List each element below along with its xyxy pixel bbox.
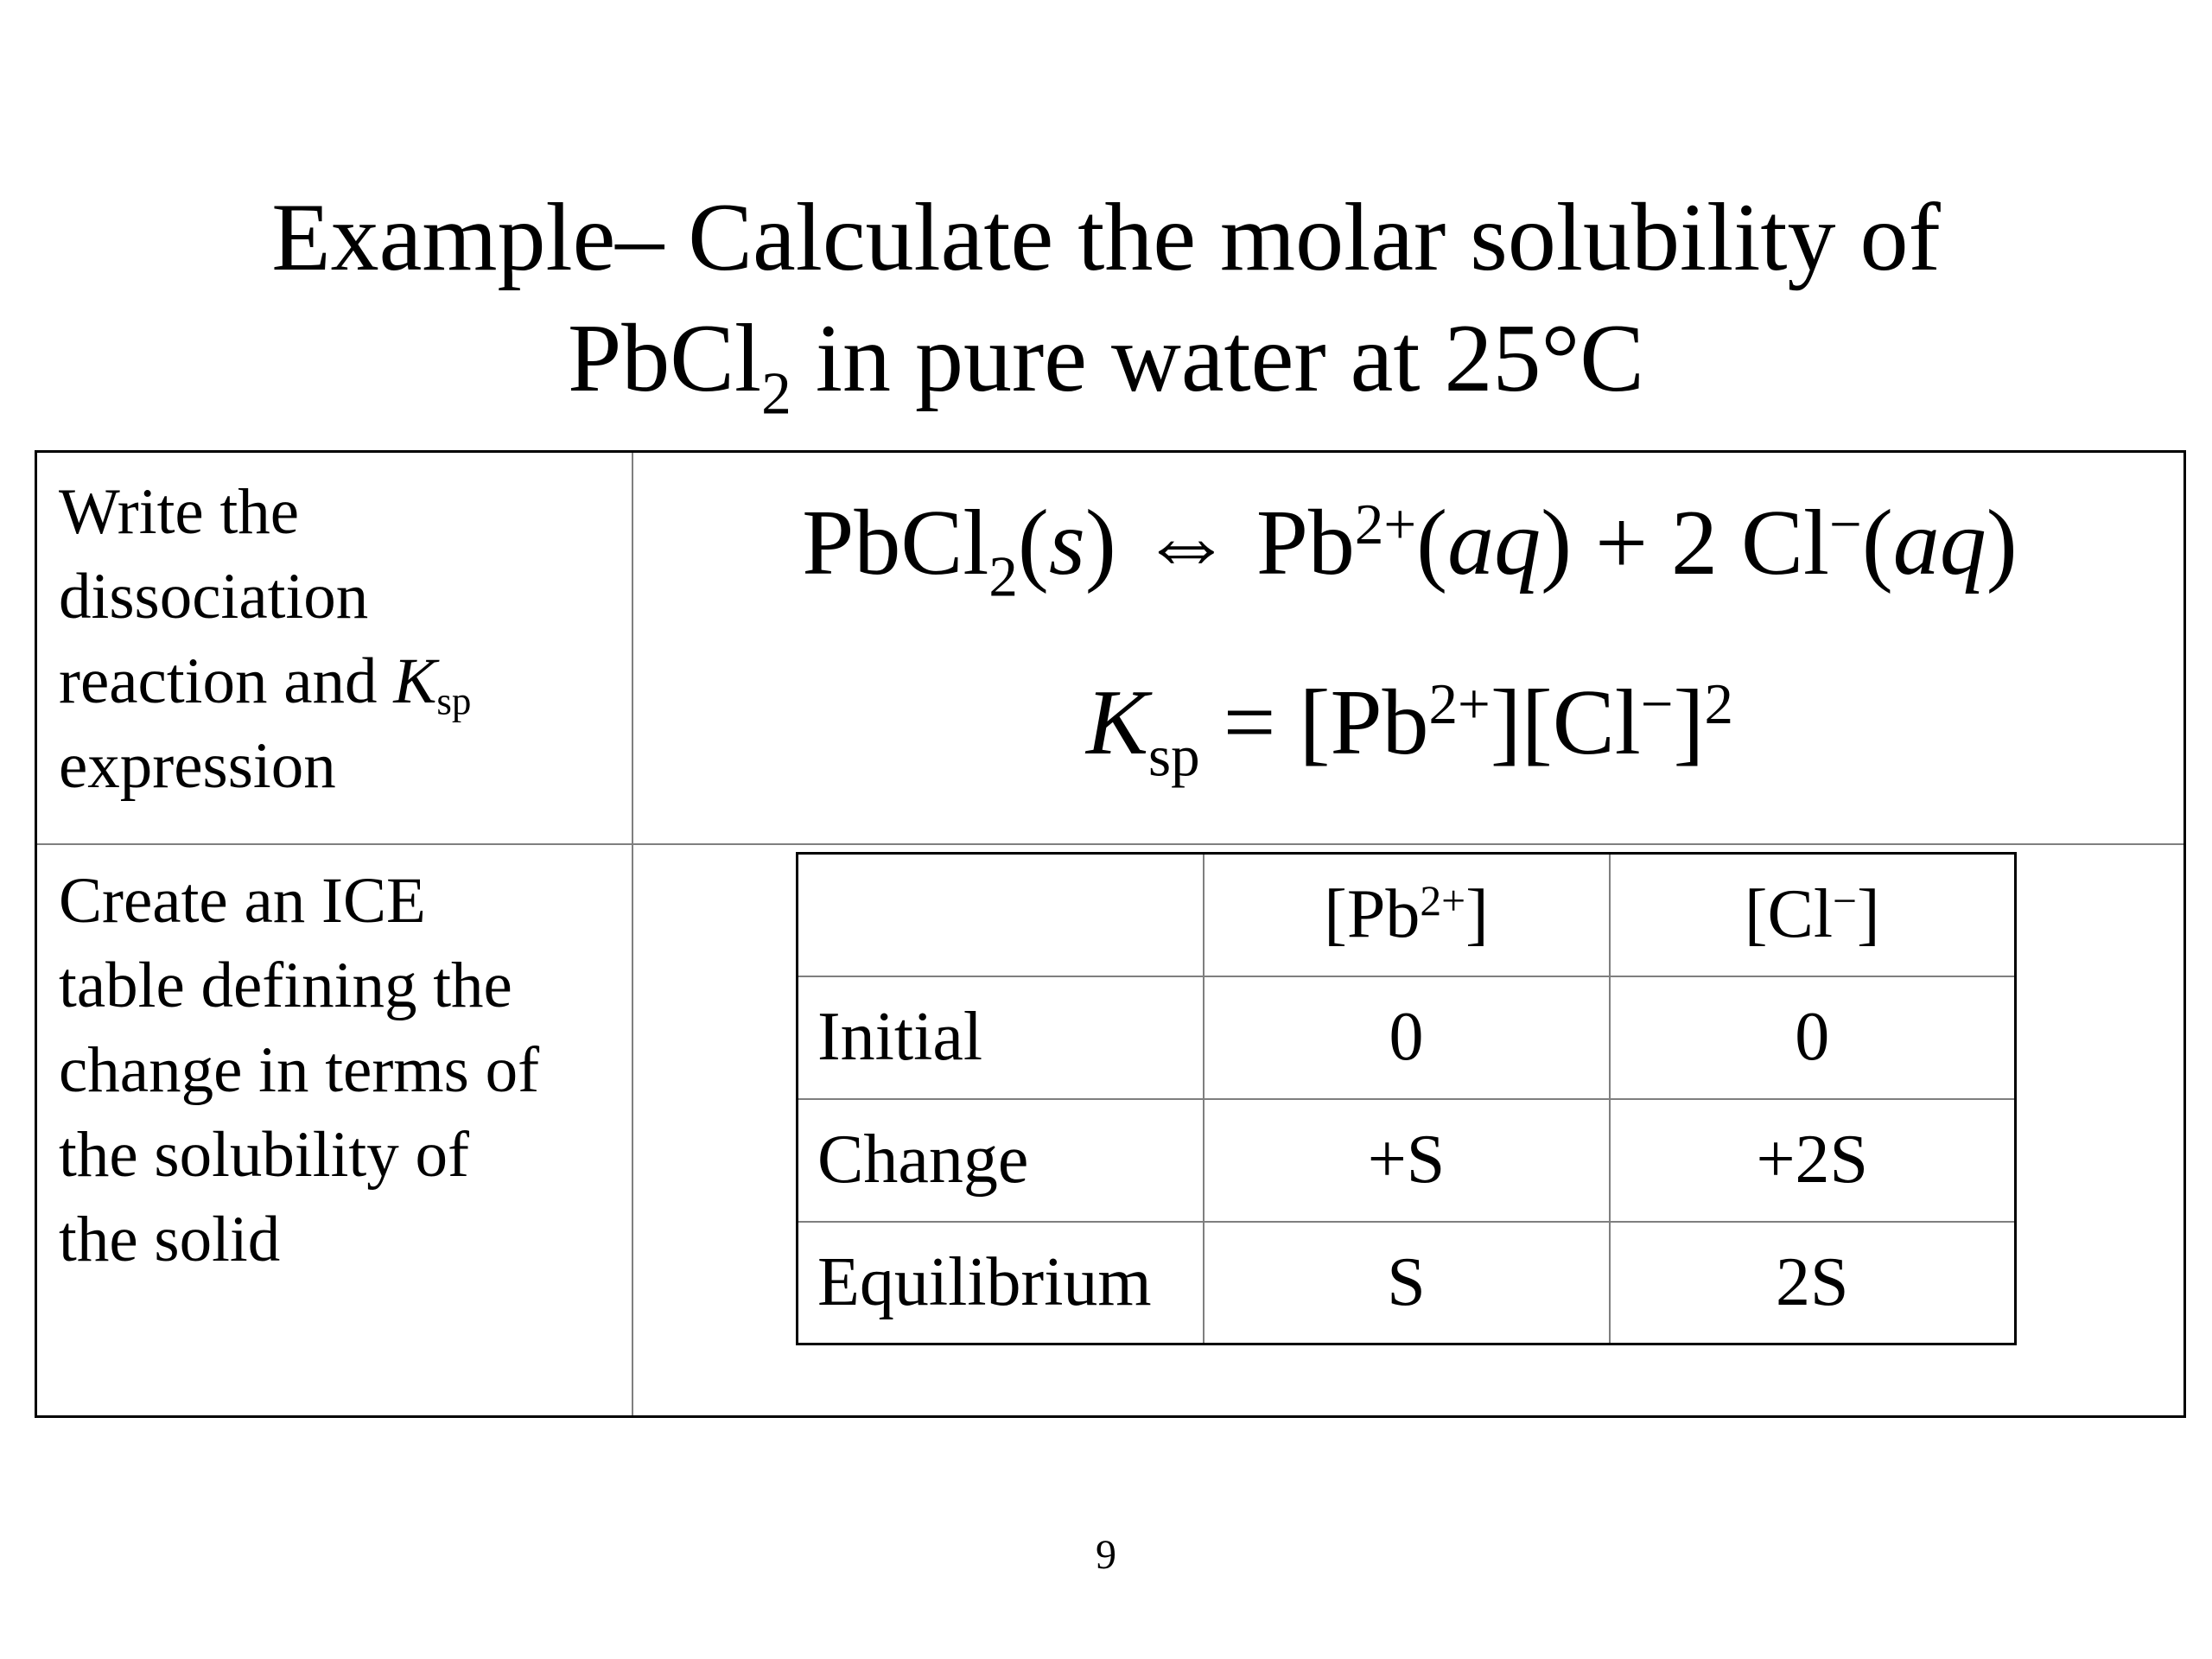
ksp-expression: $K_{sp} = [Pb^{2+}][Cl^-]^2$ (1086, 671, 1733, 789)
slide-title (0, 177, 2212, 428)
ice-cell: 2S (1610, 1222, 2016, 1344)
ice-cell: +S (1204, 1099, 1610, 1222)
row-divider (37, 843, 2183, 845)
ksp-k: K (393, 645, 437, 717)
ice-row-label: Equilibrium (798, 1222, 1204, 1344)
equilibrium-arrow: ⇔ (1116, 492, 1256, 594)
ice-cell: 0 (1610, 976, 2016, 1099)
ksp-subscript: sp (436, 679, 472, 723)
ice-header-cl: [Cl−] (1610, 854, 2016, 976)
ice-row-equilibrium (798, 1222, 2016, 1344)
ice-header-empty (798, 854, 1204, 976)
ice-cell: S (1204, 1222, 1610, 1344)
ice-header-pb: $[Pb^{2+}]$ (1204, 854, 1610, 976)
title-formula-subscript: 2 (761, 360, 791, 428)
step-2-instruction: Create an ICE table defining the change in terms of the solubility of the solid (59, 865, 540, 1275)
ice-row-label: Initial (798, 976, 1204, 1099)
ice-row-initial (798, 976, 2016, 1099)
ice-header-row (798, 854, 2016, 976)
ice-row-label: Change (798, 1099, 1204, 1222)
step-1-instruction: Write the dissociation reaction and $K_{sp}$ expression (59, 476, 472, 802)
steps-table (35, 450, 2186, 1418)
page-number: 9 (1096, 1532, 1116, 1578)
title-formula: PbCl (568, 305, 762, 412)
ice-cell: 0 (1204, 976, 1610, 1099)
title-line-1: Example– Calculate the molar solubility of (271, 184, 1941, 291)
ice-table (796, 852, 2017, 1345)
ice-row-change (798, 1099, 2016, 1222)
ice-cell: +2S (1610, 1099, 2016, 1222)
title-conditions: in pure water at 25°C (791, 305, 1644, 412)
dissociation-equation: PbCl$_2$(s) ⇔ $Pb^{2+}(aq) + 2$ Cl−(aq) (802, 492, 2018, 609)
title-line-2 (0, 298, 2212, 428)
